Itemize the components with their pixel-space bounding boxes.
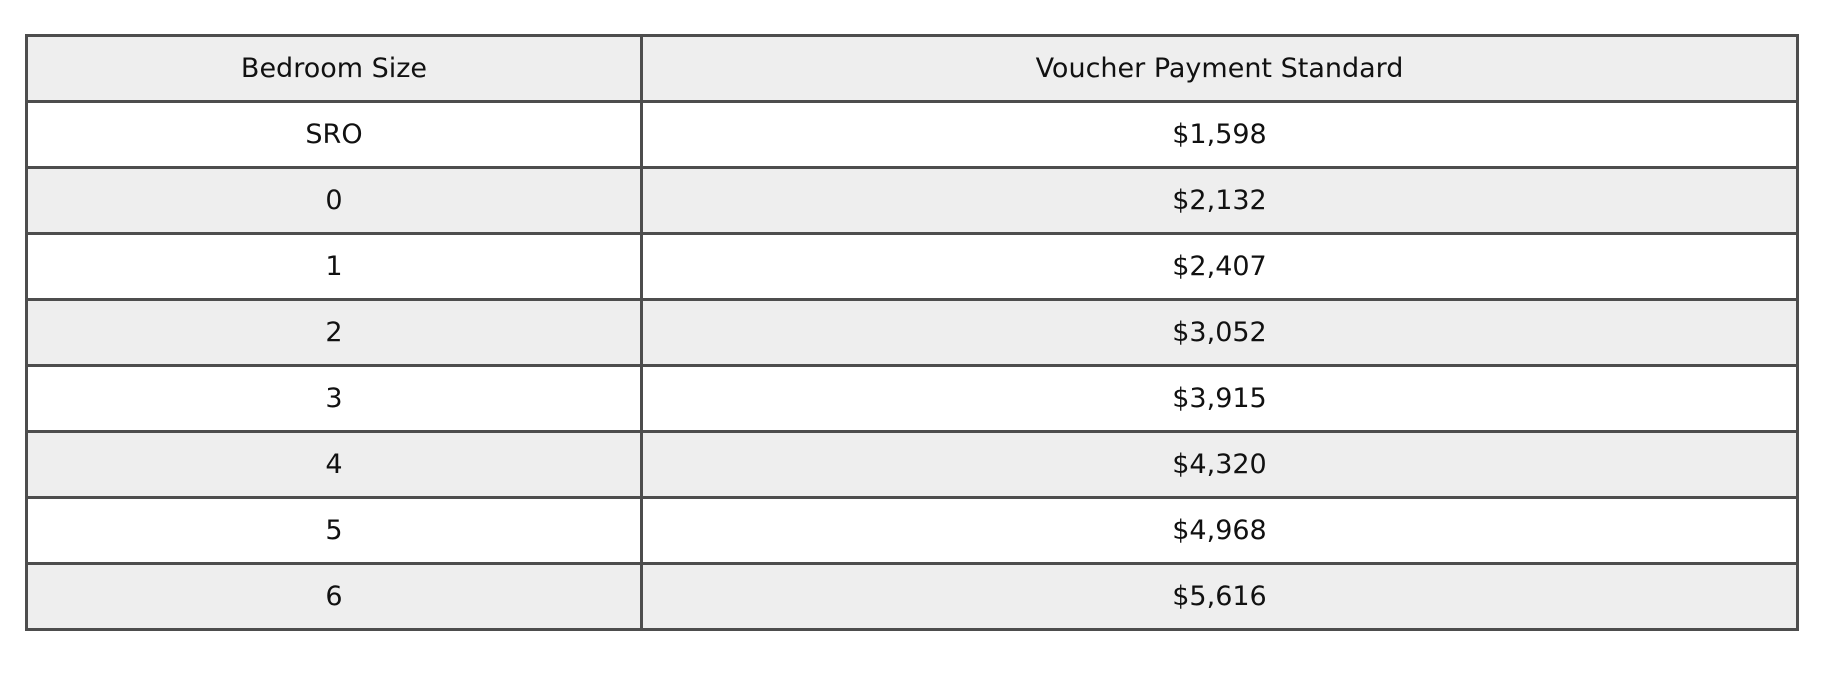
column-header-bedroom-size: Bedroom Size (27, 36, 642, 102)
payment-standard-cell: $3,915 (642, 366, 1798, 432)
table-row (27, 168, 1798, 234)
bedroom-size-cell: SRO (27, 102, 642, 168)
bedroom-size-cell: 4 (27, 432, 642, 498)
payment-standard-cell: $5,616 (642, 564, 1798, 630)
payment-standard-table-container (25, 34, 1799, 631)
table-body (27, 102, 1798, 630)
column-header-voucher-payment-standard: Voucher Payment Standard (642, 36, 1798, 102)
table-header (27, 36, 1798, 102)
bedroom-size-cell: 2 (27, 300, 642, 366)
table-row (27, 432, 1798, 498)
table-row (27, 234, 1798, 300)
payment-standard-cell: $2,132 (642, 168, 1798, 234)
payment-standard-cell: $4,320 (642, 432, 1798, 498)
bedroom-size-cell: 0 (27, 168, 642, 234)
payment-standard-cell: $1,598 (642, 102, 1798, 168)
bedroom-size-cell: 5 (27, 498, 642, 564)
payment-standard-cell: $3,052 (642, 300, 1798, 366)
bedroom-size-cell: 3 (27, 366, 642, 432)
payment-standard-table (25, 34, 1799, 631)
header-row (27, 36, 1798, 102)
table-row (27, 300, 1798, 366)
table-row (27, 366, 1798, 432)
bedroom-size-cell: 1 (27, 234, 642, 300)
payment-standard-cell: $4,968 (642, 498, 1798, 564)
table-row (27, 102, 1798, 168)
table-row (27, 564, 1798, 630)
bedroom-size-cell: 6 (27, 564, 642, 630)
table-row (27, 498, 1798, 564)
payment-standard-cell: $2,407 (642, 234, 1798, 300)
